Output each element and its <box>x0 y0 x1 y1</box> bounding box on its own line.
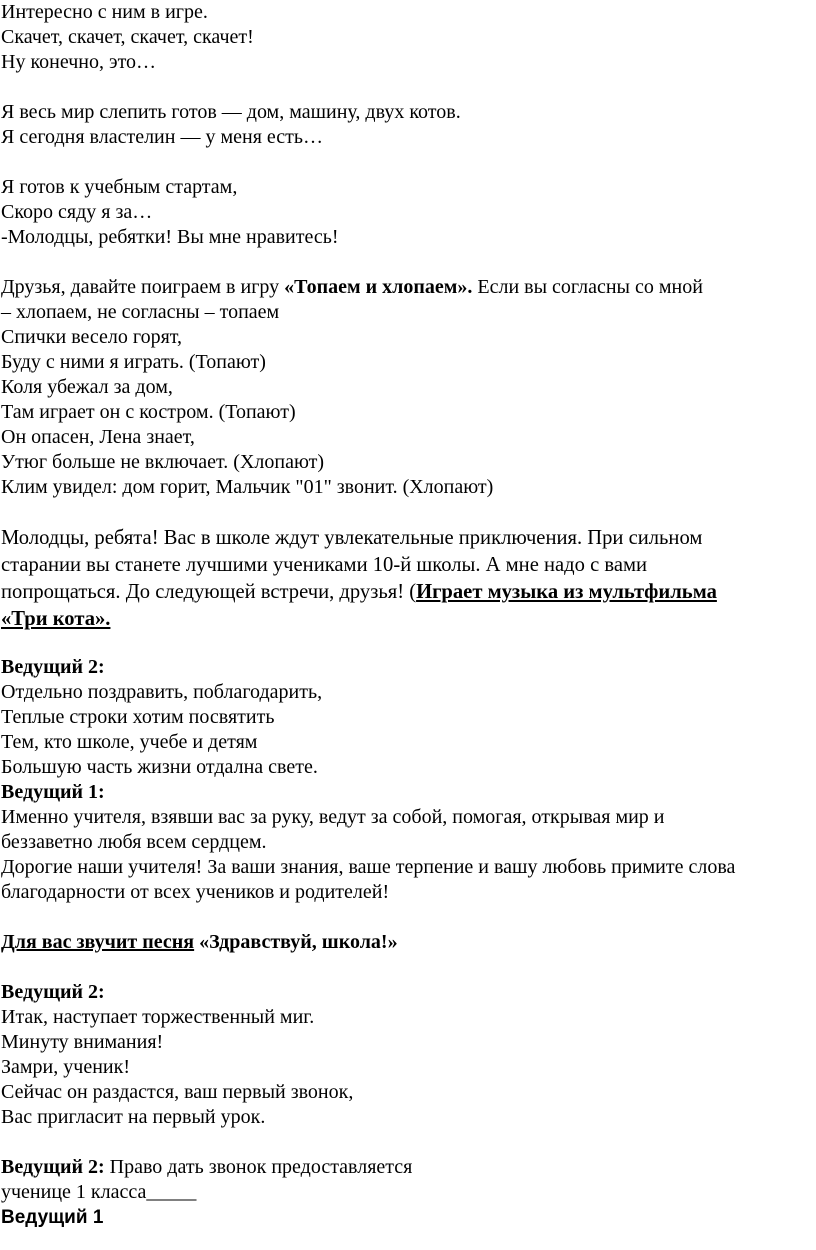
game-line: Спички весело горят, <box>1 326 183 348</box>
speech-line: Именно учителя, взявши вас за руку, ведут за собой, помогая, открывая мир и <box>1 806 665 828</box>
song-announcement <box>1 930 813 955</box>
text-line: Скачет, скачет, скачет, скачет! <box>1 26 254 48</box>
farewell-text: попрощаться. До следующей встречи, друзья! ( <box>1 581 417 603</box>
speech-line: Дорогие наши учителя! За ваши знания, ваше терпение и вашу любовь примите слова <box>1 856 736 878</box>
text-line: -Молодцы, ребятки! Вы мне нравитесь! <box>1 226 339 248</box>
game-line: Клим увидел: дом горит, Мальчик "01" звонит. (Хлопают) <box>1 476 494 498</box>
speaker-label: Ведущий 1 <box>1 1207 104 1228</box>
speaker-label: Ведущий 2: <box>1 981 105 1003</box>
bell-text: Право дать звонок предоставляется <box>104 1156 413 1178</box>
text-line: Я весь мир слепить готов — дом, машину, двух котов. <box>1 101 461 123</box>
game-title: «Топаем и хлопаем». <box>284 276 473 298</box>
game-line: Коля убежал за дом, <box>1 376 173 398</box>
text-line: Ну конечно, это… <box>1 51 157 73</box>
document-page <box>1 0 813 1230</box>
poem-line: Большую часть жизни отдална свете. <box>1 756 318 778</box>
music-cue-title: «Три кота». <box>1 608 111 630</box>
music-cue: Играет музыка из мультфильма <box>416 581 717 603</box>
poem-line: Минуту внимания! <box>1 1031 164 1053</box>
poem-line: Сейчас он раздастся, ваш первый звонок, <box>1 1081 354 1103</box>
game-line: Утюг больше не включает. (Хлопают) <box>1 451 325 473</box>
speaker-label: Ведущий 1: <box>1 781 105 803</box>
bell-line <box>1 1155 813 1180</box>
speaker-label: Ведущий 2: <box>1 1156 105 1178</box>
poem-line: Замри, ученик! <box>1 1056 130 1078</box>
game-intro-suffix: Если вы согласны со мной <box>472 276 703 298</box>
game-intro-prefix: Друзья, давайте поиграем в игру <box>1 276 285 298</box>
text-line: Интересно с ним в игре. <box>1 1 208 23</box>
poem-line: Вас пригласит на первый урок. <box>1 1106 266 1128</box>
song-prefix: Для вас звучит песня <box>1 931 195 953</box>
game-intro <box>1 275 813 300</box>
speaker-label: Ведущий 2: <box>1 656 105 678</box>
speech-line: благодарности от всех учеников и родителей! <box>1 881 390 903</box>
speech-line: беззаветно любя всем сердцем. <box>1 831 267 853</box>
farewell-line: старании вы станете лучшими учениками 10-й школы. А мне надо с вами <box>1 554 648 576</box>
game-intro-rule: – хлопаем, не согласны – топаем <box>1 301 280 323</box>
bell-line: ученице 1 класса_____ <box>1 1181 197 1203</box>
poem-line: Итак, наступает торжественный миг. <box>1 1006 315 1028</box>
poem-line: Отдельно поздравить, поблагодарить, <box>1 681 323 703</box>
game-line: Буду с ними я играть. (Топают) <box>1 351 266 373</box>
poem-line: Тем, кто школе, учебе и детям <box>1 731 258 753</box>
farewell-line: Молодцы, ребята! Вас в школе ждут увлекательные приключения. При сильном <box>1 527 703 549</box>
poem-line: Теплые строки хотим посвятить <box>1 706 275 728</box>
farewell-line <box>1 579 813 606</box>
game-line: Там играет он с костром. (Топают) <box>1 401 296 423</box>
text-line: Скоро сяду я за… <box>1 201 153 223</box>
song-title: «Здравствуй, школа!» <box>194 931 398 953</box>
game-line: Он опасен, Лена знает, <box>1 426 195 448</box>
text-line: Я сегодня властелин — у меня есть… <box>1 126 324 148</box>
text-line: Я готов к учебным стартам, <box>1 176 238 198</box>
